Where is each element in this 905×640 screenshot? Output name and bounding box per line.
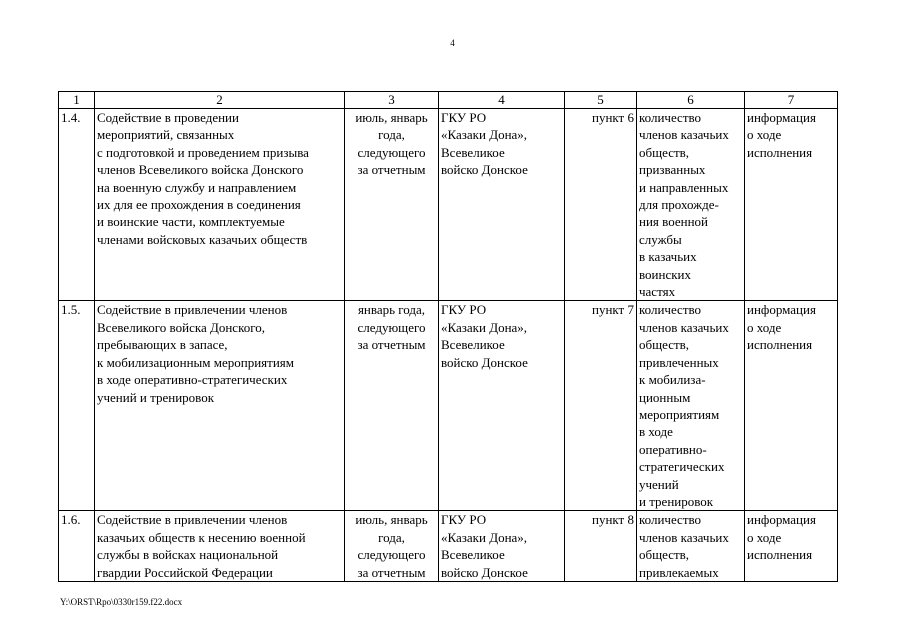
indicator-cell bbox=[637, 511, 745, 582]
indicator-cell-line: мероприятиям bbox=[639, 406, 720, 422]
indicator-cell-line: привлекаемых bbox=[639, 564, 719, 580]
executor-cell-line: ГКУ РО bbox=[441, 302, 487, 318]
report-cell-line: исполнения bbox=[747, 547, 813, 563]
indicator-cell-line: обществ, bbox=[639, 337, 690, 353]
activity-cell-line: к мобилизационным мероприятиям bbox=[97, 354, 294, 370]
report-cell-line: о ходе bbox=[747, 127, 782, 143]
column-header: 7 bbox=[745, 92, 838, 109]
indicator-cell-line: ционным bbox=[639, 389, 691, 405]
row-number: 1.6. bbox=[59, 511, 95, 582]
executor-cell-line: ГКУ РО bbox=[441, 110, 487, 125]
activity-cell-line: гвардии Российской Федерации bbox=[97, 564, 273, 580]
indicator-cell-line: и направленных bbox=[639, 179, 729, 195]
indicator-cell-line: и тренировок bbox=[639, 493, 714, 509]
report-cell bbox=[745, 109, 838, 301]
activity-cell-line: членами войсковых казачьих обществ bbox=[97, 231, 308, 247]
report-cell-line: о ходе bbox=[747, 529, 782, 545]
period-cell-line: года, bbox=[378, 529, 405, 545]
report-cell-line: информация bbox=[747, 302, 816, 318]
activity-cell-line: службы в войсках национальной bbox=[97, 547, 279, 563]
table-row bbox=[59, 301, 838, 511]
activity-cell-line: мероприятий, связанных bbox=[97, 127, 235, 143]
activity-cell-line: Содействие в проведении bbox=[97, 110, 239, 125]
table-row bbox=[59, 511, 838, 582]
period-cell-line: июль, январь bbox=[355, 512, 428, 528]
indicator-cell-line: призванных bbox=[639, 162, 706, 178]
activity-cell bbox=[95, 511, 345, 582]
period-cell-line: за отчетным bbox=[357, 337, 426, 353]
indicator-cell-line: учений bbox=[639, 476, 679, 492]
indicator-cell-line: членов казачьих bbox=[639, 319, 729, 335]
activity-cell bbox=[95, 301, 345, 511]
activity-cell-line: их для ее прохождения в соединения bbox=[97, 197, 301, 213]
executor-cell bbox=[439, 301, 565, 511]
period-cell-line: следующего bbox=[357, 319, 426, 335]
indicator-cell-line: стратегических bbox=[639, 459, 725, 475]
report-cell-line: исполнения bbox=[747, 337, 813, 353]
activity-cell-line: на военную службу и направлением bbox=[97, 179, 297, 195]
item-cell: пункт 8 bbox=[565, 511, 637, 582]
indicator-cell-line: к мобилиза- bbox=[639, 372, 706, 388]
report-cell-line: исполнения bbox=[747, 144, 813, 160]
column-header: 1 bbox=[59, 92, 95, 109]
period-cell-line: за отчетным bbox=[357, 162, 426, 178]
period-cell-line: следующего bbox=[357, 144, 426, 160]
period-cell bbox=[345, 109, 439, 301]
indicator-cell-line: членов казачьих bbox=[639, 529, 729, 545]
report-cell bbox=[745, 301, 838, 511]
executor-cell-line: ГКУ РО bbox=[441, 512, 487, 528]
item-cell: пункт 6 bbox=[565, 109, 637, 301]
executor-cell-line: Всевеликое bbox=[441, 337, 505, 353]
activity-cell-line: казачьих обществ к несению военной bbox=[97, 529, 306, 545]
indicator-cell-line: количество bbox=[639, 110, 702, 125]
activity-cell-line: Всевеликого войска Донского, bbox=[97, 319, 265, 335]
indicator-cell bbox=[637, 109, 745, 301]
executor-cell-line: «Казаки Дона», bbox=[441, 529, 528, 545]
item-cell: пункт 7 bbox=[565, 301, 637, 511]
executor-cell bbox=[439, 109, 565, 301]
activity-cell-line: учений и тренировок bbox=[97, 389, 215, 405]
executor-cell-line: «Казаки Дона», bbox=[441, 319, 528, 335]
executor-cell-line: «Казаки Дона», bbox=[441, 127, 528, 143]
indicator-cell-line: привлеченных bbox=[639, 354, 719, 370]
table-row bbox=[59, 109, 838, 301]
report-cell bbox=[745, 511, 838, 582]
column-header: 2 bbox=[95, 92, 345, 109]
indicator-cell-line: в казачьих bbox=[639, 249, 697, 265]
executor-cell-line: войско Донское bbox=[441, 162, 528, 178]
indicator-cell-line: членов казачьих bbox=[639, 127, 729, 143]
activity-cell-line: в ходе оперативно-стратегических bbox=[97, 372, 288, 388]
indicator-cell-line: количество bbox=[639, 302, 702, 318]
table-header-row bbox=[59, 92, 838, 109]
activity-cell-line: с подготовкой и проведением призыва bbox=[97, 144, 309, 160]
indicator-cell-line: для прохожде- bbox=[639, 197, 719, 213]
period-cell-line: июль, январь bbox=[355, 110, 428, 125]
indicator-cell bbox=[637, 301, 745, 511]
executor-cell-line: войско Донское bbox=[441, 564, 528, 580]
indicator-cell-line: воинских bbox=[639, 266, 692, 282]
period-cell-line: за отчетным bbox=[357, 564, 426, 580]
column-header: 3 bbox=[345, 92, 439, 109]
column-header: 5 bbox=[565, 92, 637, 109]
period-cell bbox=[345, 511, 439, 582]
indicator-cell-line: службы bbox=[639, 231, 682, 247]
report-cell-line: о ходе bbox=[747, 319, 782, 335]
report-cell-line: информация bbox=[747, 110, 816, 125]
column-header: 6 bbox=[637, 92, 745, 109]
activity-cell-line: Содействие в привлечении членов bbox=[97, 512, 288, 528]
file-path-footer: Y:\ORST\Rpo\0330r159.f22.docx bbox=[60, 597, 183, 607]
period-cell-line: года, bbox=[378, 127, 405, 143]
column-header: 4 bbox=[439, 92, 565, 109]
page-number: 4 bbox=[450, 38, 455, 48]
activity-cell bbox=[95, 109, 345, 301]
executor-cell-line: Всевеликое bbox=[441, 547, 505, 563]
report-cell-line: информация bbox=[747, 512, 816, 528]
activity-cell-line: и воинские части, комплектуемые bbox=[97, 214, 285, 230]
activity-cell-line: Содействие в привлечении членов bbox=[97, 302, 288, 318]
activity-cell-line: пребывающих в запасе, bbox=[97, 337, 228, 353]
executor-cell-line: войско Донское bbox=[441, 354, 528, 370]
period-cell bbox=[345, 301, 439, 511]
activity-cell-line: членов Всевеликого войска Донского bbox=[97, 162, 304, 178]
executor-cell-line: Всевеликое bbox=[441, 144, 505, 160]
row-number: 1.5. bbox=[59, 301, 95, 511]
indicator-cell-line: обществ, bbox=[639, 547, 690, 563]
period-cell-line: январь года, bbox=[357, 302, 426, 318]
indicator-cell-line: обществ, bbox=[639, 144, 690, 160]
period-cell-line: следующего bbox=[357, 547, 426, 563]
indicator-cell-line: ния военной bbox=[639, 214, 708, 230]
indicator-cell-line: количество bbox=[639, 512, 702, 528]
indicator-cell-line: оперативно- bbox=[639, 441, 707, 457]
indicator-cell-line: в ходе bbox=[639, 424, 673, 440]
row-number: 1.4. bbox=[59, 109, 95, 301]
plan-table bbox=[58, 91, 838, 582]
indicator-cell-line: частях bbox=[639, 284, 676, 300]
executor-cell bbox=[439, 511, 565, 582]
